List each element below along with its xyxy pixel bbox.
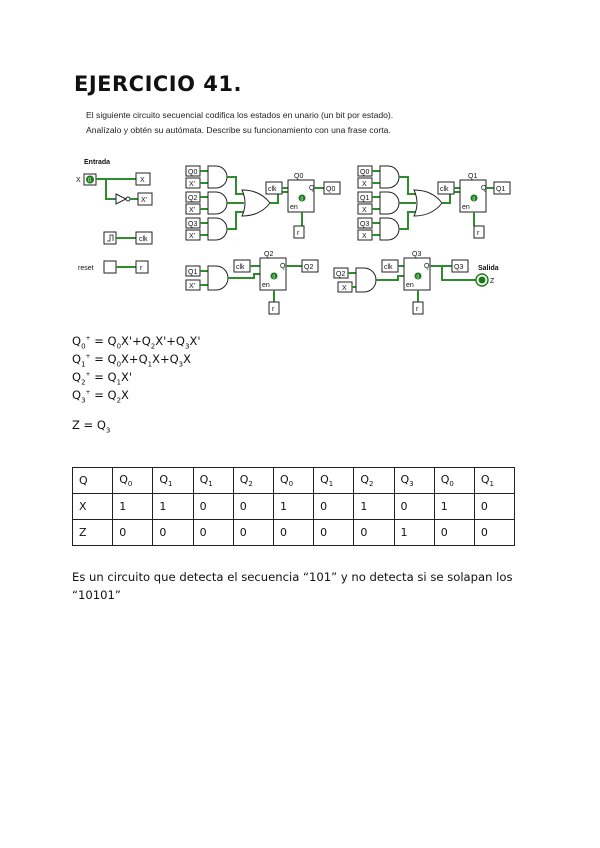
svg-text:Q0: Q0 [360,169,370,176]
and-gate-icon [208,266,228,290]
table-row [73,468,515,494]
not-gate-icon [116,194,126,204]
and-gate-icon [380,166,399,188]
and-gate-icon [356,268,376,292]
table-cell: 0 [314,520,354,546]
table-row [73,494,515,520]
table-cell: 0 [394,494,434,520]
svg-text:Q: Q [481,185,487,192]
output-equation: $Z = Q_3$ [72,418,111,435]
table-cell: 0 [233,494,273,520]
table-cell: 0 [474,494,514,520]
svg-text:X: X [362,233,367,240]
reset-label: reset [78,265,94,272]
svg-text:Q2: Q2 [188,195,198,202]
table-cell: 0 [474,520,514,546]
table-cell: 1 [354,494,394,520]
svg-text:X: X [362,207,367,214]
row-header: Z [73,520,113,546]
svg-text:r: r [477,230,480,237]
svg-text:r: r [272,306,275,313]
svg-text:X': X' [189,283,196,290]
svg-text:en: en [462,204,470,211]
svg-text:Z: Z [490,278,495,285]
table-cell: 1 [434,494,474,520]
table-cell: $Q_0$ [273,468,313,494]
svg-text:Q0: Q0 [188,169,198,176]
svg-text:Q2: Q2 [336,271,346,278]
conclusion-text: Es un circuito que detecta el secuencia “101” y no detecta si se solapan los “10101” [72,570,513,602]
svg-text:Q1: Q1 [468,173,478,180]
equation-row: $Q_2^+ = Q_1X'$ [72,369,133,387]
svg-text:en: en [262,282,270,289]
svg-text:Q2: Q2 [264,251,274,258]
equation-row: $Q_1^+ = Q_0X+Q_1X+Q_3X$ [72,351,192,369]
row-header: Q [73,468,113,494]
table-cell: 0 [434,520,474,546]
and-gate-icon [208,166,227,188]
svg-text:X: X [342,285,347,292]
svg-text:Q1: Q1 [360,195,370,202]
salida-label: Salida [478,265,499,272]
table-cell: $Q_0$ [434,468,474,494]
and-gate-icon [380,218,399,240]
and-gate-icon [208,192,227,214]
svg-text:Q1: Q1 [188,269,198,276]
svg-text:X': X' [189,233,196,240]
svg-text:Q: Q [424,263,430,270]
svg-text:clk: clk [440,186,449,193]
equation-row: $Q_3^+ = Q_2X$ [72,387,129,405]
svg-text:X: X [362,181,367,188]
svg-text:Q: Q [309,185,315,192]
svg-text:clk: clk [268,186,277,193]
table-cell: 0 [193,494,233,520]
clk-tunnel-label: clk [139,236,148,243]
circuit-diagram [74,152,514,322]
table-cell: $Q_0$ [113,468,153,494]
table-cell: 1 [113,494,153,520]
and-gate-icon [380,192,399,214]
intro-line-2: Analízalo y obtén su autómata. Describe su funcionamiento con una frase corta. [86,125,391,135]
table-row [73,520,515,546]
svg-text:clk: clk [236,264,245,271]
table-cell: 1 [394,520,434,546]
row-header: X [73,494,113,520]
x-tunnel-label: X [140,177,145,184]
svg-text:Q0: Q0 [294,173,304,180]
sequence-table [72,467,515,546]
svg-text:Q0: Q0 [326,186,336,193]
svg-text:Q1: Q1 [496,186,506,193]
table-cell: $Q_1$ [153,468,193,494]
table-cell: 0 [193,520,233,546]
x-input-value: 0 [88,178,92,184]
svg-text:Q3: Q3 [188,221,198,228]
and-gate-icon [208,218,227,240]
svg-text:Q3: Q3 [360,221,370,228]
svg-text:r: r [416,306,419,313]
q0-logic [186,166,340,240]
svg-text:en: en [406,282,414,289]
svg-text:Q2: Q2 [304,264,314,271]
q2-logic [186,251,318,314]
table-cell: 1 [153,494,193,520]
intro-text [86,108,393,138]
q3-logic [334,251,499,314]
svg-text:X': X' [189,181,196,188]
table-cell: $Q_2$ [354,468,394,494]
svg-text:Q3: Q3 [454,264,464,271]
entrada-label: Entrada [84,159,111,166]
table-cell: 0 [153,520,193,546]
svg-text:clk: clk [384,264,393,271]
page-title: EJERCICIO 41. [74,72,242,96]
reset-button[interactable] [104,261,116,273]
table-cell: 0 [314,494,354,520]
table-cell: 0 [273,520,313,546]
table-cell: 0 [233,520,273,546]
svg-text:Q3: Q3 [412,251,422,258]
state-equations [72,330,201,405]
svg-text:0: 0 [272,274,276,281]
svg-text:Q: Q [280,263,286,270]
svg-text:r: r [297,230,300,237]
table-cell: $Q_1$ [314,468,354,494]
svg-text:en: en [290,204,298,211]
table-cell: $Q_3$ [394,468,434,494]
svg-text:0: 0 [300,196,304,203]
svg-text:X': X' [189,207,196,214]
svg-text:0: 0 [472,196,476,203]
q1-logic [358,166,510,240]
x-input-label: X [76,177,81,184]
table-cell: 1 [273,494,313,520]
intro-line-1: El siguiente circuito secuencial codifica los estados en unario (un bit por estado). [86,110,394,120]
svg-text:0: 0 [416,274,420,281]
xneg-tunnel-label: X' [141,197,148,204]
table-cell: 0 [354,520,394,546]
r-tunnel-label: r [140,265,143,272]
table-cell: 0 [113,520,153,546]
table-cell: $Q_2$ [233,468,273,494]
equation-row: $Q_0^+ = Q_0X'+Q_2X'+Q_3X'$ [72,333,201,351]
table-cell: $Q_1$ [193,468,233,494]
table-cell: $Q_1$ [474,468,514,494]
